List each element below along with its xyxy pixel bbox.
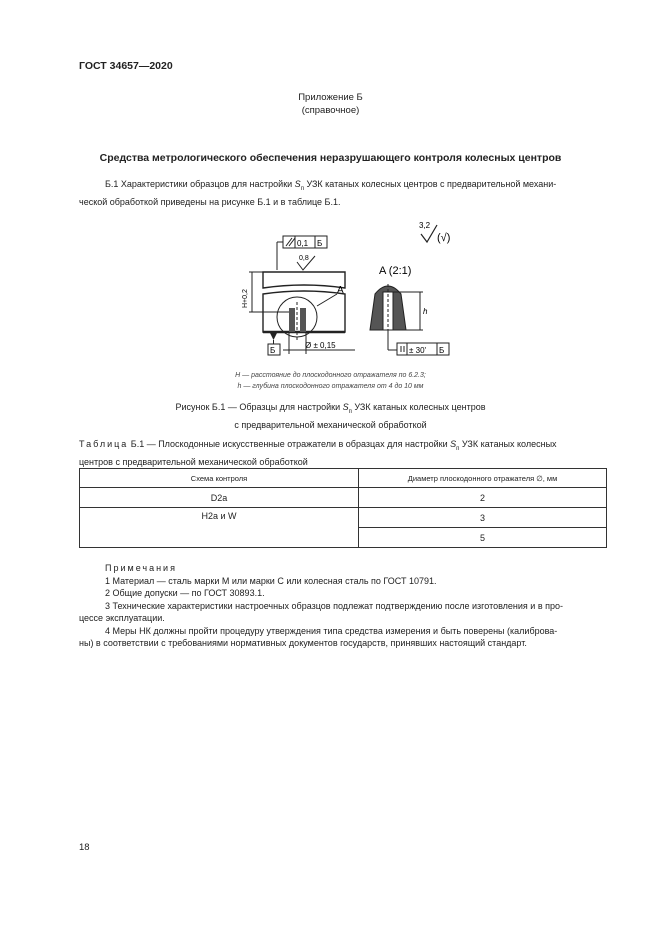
roughness-paren: (√) (437, 232, 451, 244)
roughness-value: 3,2 (419, 222, 431, 230)
table-cell-scheme: H2a и W (80, 508, 359, 548)
table-header-diameter: Диаметр плоскодонного отражателя ∅, мм (359, 469, 607, 488)
dimension-H-label: H+0,2 (242, 289, 249, 308)
table-cell-scheme: D2a (80, 488, 359, 508)
table-header-row (80, 469, 607, 488)
flatness-value: 0,1 (297, 239, 309, 248)
note-item-continuation: ны) в соответствии с требованиями нормативных документов государств, принявших настоящий стандарт. (79, 638, 527, 648)
diameter-dimension (283, 332, 355, 354)
figure-caption-text-1: Рисунок Б.1 — Образцы для настройки (175, 402, 343, 412)
section-title: Средства метрологического обеспечения неразрушающего контроля колесных центров (99, 152, 562, 164)
table-caption-text-2: УЗК катаных колесных (459, 439, 557, 449)
table-caption-label: Таблица (79, 439, 129, 449)
datum-b (268, 333, 280, 355)
figure-caption-symbol-sub: п (348, 408, 352, 415)
appendix-title: Приложение Б (298, 92, 363, 103)
table-caption (79, 438, 607, 469)
note-item: 1 Материал — сталь марки М или марки С или колесная сталь по ГОСТ 10791. (105, 575, 437, 586)
note-item: 4 Меры НК должны пройти процедуру утверждения типа средства измерения и быть поверены (калиброва- (105, 625, 558, 636)
detail-title: A (2:1) (379, 265, 412, 277)
roughness-small (297, 255, 315, 270)
intro-symbol: S (294, 179, 301, 189)
document-header: ГОСТ 34657—2020 (79, 60, 173, 72)
figure-caption-symbol: S (342, 402, 349, 412)
figure-b1 (225, 222, 465, 367)
figure-caption-text-2: УЗК катаных колесных центров (351, 402, 486, 412)
figure-caption (0, 401, 661, 432)
note-item: 2 Общие допуски — по ГОСТ 30893.1. (105, 588, 265, 598)
table-caption-text-1: Б.1 — Плоскодонные искусственные отражатели в образцах для настройки (128, 439, 451, 449)
roughness-small-value: 0,8 (299, 255, 309, 262)
figure-caption-line-2: с предварительной механической обработкой (234, 419, 427, 430)
intro-text-1: Б.1 Характеристики образцов для настройки (105, 179, 295, 189)
intro-line-2: ческой обработкой приведены на рисунке Б.1 и в таблице Б.1. (79, 197, 341, 208)
legend-line-1: H — расстояние до плоскодонного отражателя по 6.2.3; (235, 372, 426, 379)
roughness-symbol (419, 222, 450, 244)
detail-marker: A (337, 285, 344, 296)
page-number: 18 (79, 842, 90, 853)
intro-line-1 (79, 178, 607, 196)
note-item-continuation: цессе эксплуатации. (79, 613, 165, 623)
datum-label: Б (270, 346, 276, 355)
appendix-note: (справочное) (301, 105, 360, 116)
notes-block (79, 562, 607, 650)
notes-title: Примечания (105, 563, 177, 573)
table-caption-line-2: центров с предварительной механической обработкой (79, 456, 308, 467)
table-cell-diameter: 5 (359, 528, 607, 548)
tolerance-frame-top (277, 236, 327, 270)
table-header-scheme: Схема контроля (80, 469, 359, 488)
specimen-body (263, 272, 345, 342)
reflectors-table (79, 468, 607, 548)
table-cell-diameter: 3 (359, 508, 607, 528)
table-row (80, 488, 607, 508)
dimension-h-label: h (423, 307, 428, 316)
angle-tolerance-frame (397, 343, 449, 355)
diameter-tolerance: Ø ± 0,15 (305, 341, 336, 350)
table-caption-symbol-sub: п (456, 445, 460, 452)
note-item: 3 Технические характеристики настроечных образцов подлежат подтверждению после изготовления и в про- (105, 600, 563, 611)
angle-tolerance-value: ± 30' (409, 346, 427, 355)
table-caption-line-1 (79, 438, 607, 456)
detail-view (370, 265, 428, 350)
angle-tolerance-datum: Б (439, 346, 445, 355)
table-cell-diameter: 2 (359, 488, 607, 508)
intro-paragraph (79, 178, 607, 210)
figure-caption-line-1 (0, 401, 661, 419)
legend-line-2: h — глубина плоскодонного отражателя от 4 до 10 мм (237, 383, 424, 390)
flatness-datum: Б (317, 239, 323, 248)
figure-drawing (225, 222, 465, 362)
table-row (80, 508, 607, 528)
intro-symbol-sub: п (300, 185, 304, 192)
table-caption-symbol: S (450, 439, 457, 449)
intro-text-2: УЗК катаных колесных центров с предварительной механи- (303, 179, 557, 189)
